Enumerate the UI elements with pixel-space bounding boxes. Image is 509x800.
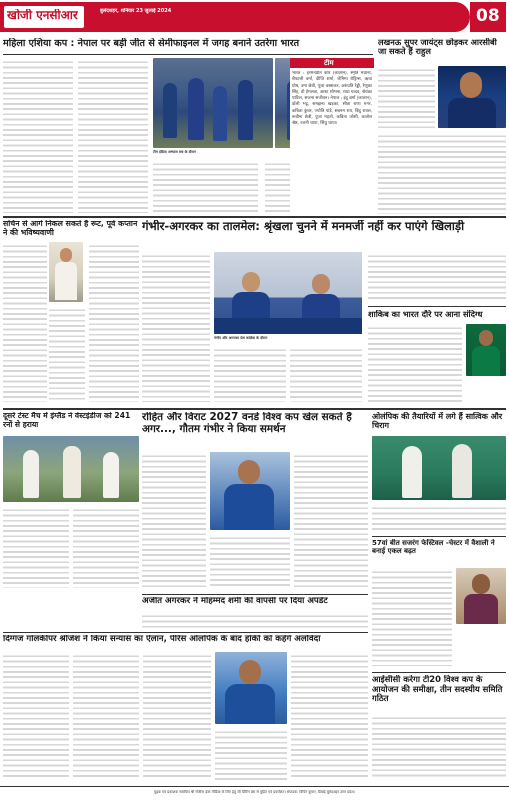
team-box-title-bar: [290, 58, 374, 68]
page-number: 08: [476, 7, 500, 26]
player-body: [472, 346, 500, 376]
sub-rule: [372, 536, 506, 537]
player-figure: [23, 450, 39, 498]
sreejesh-headline: दिग्गज गोलकीपर श्रीजेश ने किया संन्यास का ऐलान, पेरिस ओलंपिक के बाद हॉकी को कहेंगे अलविदा: [3, 635, 321, 644]
shami-headline: अजीत अगरकर ने मोहम्मद शमी की वापसी पर दिया अपडेट: [142, 597, 328, 606]
rohit-photo: [210, 452, 290, 530]
headline-rule: [3, 54, 373, 55]
chess-photo: [456, 568, 506, 624]
press-table: [214, 318, 362, 334]
player-figure: [63, 446, 81, 498]
date-line: बुलंदशहर, शनिवार 23 जुलाई 2024: [100, 8, 172, 14]
olympics-text-column: [372, 504, 506, 532]
icc-headline: आईसीसी करेगा टी20 विश्व कप के आयोजन की समीक्षा, तीन सदस्यीय समिति गठित: [372, 675, 503, 704]
sreejesh-text-column: [3, 652, 69, 780]
olympics-headline: ओलंपिक की तैयारियों में लगे हैं सात्विक और चिराग: [372, 412, 503, 431]
chess-text-column: [372, 568, 452, 666]
article-gambhir: [142, 220, 506, 406]
player-body: [464, 594, 498, 624]
shakib-photo: [466, 324, 506, 376]
gambhir-headline: गंभीर-अगरकर का तालमेल: श्रृंखला चुनने में मनमर्जी नहीं कर पाएंगे खिलाड़ी: [142, 220, 465, 233]
gambhir-press-photo: [214, 252, 362, 334]
sub-rule: [142, 594, 368, 595]
shami-text-column: [142, 612, 368, 630]
player-figure: [402, 446, 422, 498]
shakib-text-column: [368, 324, 462, 402]
icc-text-column: [372, 714, 506, 780]
sub-rule: [372, 672, 506, 673]
article-england: [3, 412, 139, 590]
england-text-column: [3, 506, 69, 588]
article-shakib: [368, 306, 506, 406]
masthead: [0, 0, 509, 34]
rahul-text-column: [378, 132, 506, 214]
player-head: [238, 460, 260, 484]
player-body: [55, 262, 77, 300]
person-head: [242, 272, 260, 292]
player-figure: [213, 86, 227, 141]
rahul-body: [448, 98, 496, 128]
rohit-text-column: [142, 452, 206, 588]
sachin-photo: [49, 242, 83, 302]
player-figure: [163, 83, 177, 138]
chess-headline: 57वां बीत सजरंग फेस्टिवल -चेस्टर में वैशाली ने बनाई एकल बढ़त: [372, 539, 495, 556]
player-head: [479, 330, 493, 346]
player-figure: [238, 80, 253, 140]
sub-rule: [368, 306, 506, 307]
footer-imprint: मुद्रक एवं प्रकाशक स्वामित्व श्री रोजीना ईस्ट मीडिया के लिए हेतु जी प्रिंटिंग प्रेस से मुद्रित एवं प्रकाशित। संपादक: विपिन कुमार, डिबाई बुलंदशहर उत्तर प्रदेश।: [154, 790, 355, 794]
rahul-headline: लखनऊ सुपर जायंट्स छोड़कर आरसीबी जा सकते हैं राहुल: [378, 38, 497, 57]
paper-name: खोजी एनसीआर: [7, 9, 78, 22]
article-olympics: [372, 412, 506, 532]
england-headline: दूसरे टेस्ट मैच में इंग्लैंड ने वेस्टइंडीज को 241 रनों से हराया: [3, 412, 131, 429]
article-sreejesh: [3, 632, 368, 782]
player-figure: [188, 78, 204, 140]
player-body: [224, 484, 274, 530]
asia-cup-text-column: [78, 58, 148, 213]
article-shami: [142, 594, 368, 630]
sub-rule: [3, 632, 368, 633]
sreejesh-text-column: [73, 652, 139, 780]
rohit-text-column: [294, 452, 368, 588]
rohit-text-column: [210, 534, 290, 588]
section-divider: [3, 216, 506, 218]
person-head: [312, 274, 330, 294]
asia-cup-headline: महिला एशिया कप : नेपाल पर बड़ी जीत से सेमीफाइनल में जगह बनाने उतरेगा भारत: [3, 38, 300, 49]
article-sachin: [3, 220, 139, 406]
asia-cup-team-photo: [153, 58, 273, 148]
gambhir-text-column: [214, 346, 286, 402]
article-chess: [372, 536, 506, 668]
england-photo: [3, 436, 139, 502]
page-number-box: [470, 2, 506, 32]
article-rahul: [378, 38, 506, 214]
sachin-headline: सचिन से आगे निकल सकते हैं रूट, पूर्व कप्तान ने की भविष्यवाणी: [3, 220, 138, 237]
team-info-box: [290, 58, 374, 212]
team-box-body: भारत : हरमनप्रीत कौर (कप्तान), स्मृति मंधाना, शैफाली वर्मा, दीप्ति शर्मा, जेमिमा रोड्रिग्स, ऋचा घोष, उमा छेत्री, पूजा वस्त्राकर, अरुंधति रेड्डी, रेणुका सिंह, डी हेमलता, आशा शोभना, राधा यादव, श्रेयंका पाटिल, सजना सजीवन। नेपाल : इंदु बर्मा (कप्तान), डॉली भट्ट, समझना खड़का, सीता राणा मगर, कबिता कुंवर, ज्योति पांडे, सबनम राय, बिंदु रावल, रूबीना छेत्री, पूजा महतो, कबिता जोशी, कजोल श्रेष्ठ, रजनी थापा, सिंधु थापा।: [292, 71, 372, 127]
gambhir-text-column: [142, 252, 210, 402]
england-text-column: [73, 506, 139, 588]
gambhir-caption: गंभीर और अगरकर प्रेस कांफ्रेंस के दौरान: [214, 336, 268, 340]
shakib-headline: शाकिब का भारत दौरे पर आना संदिग्ध: [368, 310, 483, 319]
player-head: [60, 248, 72, 262]
article-rohit: [142, 412, 368, 590]
sreejesh-text-column: [291, 652, 368, 780]
sachin-text-column: [3, 242, 47, 402]
section-divider: [3, 408, 506, 410]
player-head: [239, 660, 261, 684]
sachin-text-column: [89, 242, 139, 402]
asia-cup-caption: टीम इंडिया अभ्यास सत्र के दौरान: [153, 150, 196, 154]
footer: [0, 786, 509, 800]
player-figure: [103, 452, 119, 498]
sreejesh-text-column: [143, 652, 211, 780]
asia-cup-text-column: [3, 58, 73, 213]
rahul-text-column: [378, 66, 435, 128]
rohit-headline: रोहित और विराट 2027 वनडे विश्व कप खेल सकते हैं अगर..., गौतम गंभीर ने किया समर्थन: [142, 412, 352, 435]
gambhir-text-column: [368, 252, 506, 302]
rahul-head: [460, 72, 482, 98]
olympics-photo: [372, 436, 506, 500]
sachin-text-column: [49, 306, 85, 402]
rahul-photo: [438, 66, 506, 128]
team-box-title: टीम: [324, 59, 334, 67]
player-figure: [452, 444, 472, 498]
player-head: [472, 574, 490, 594]
sreejesh-text-column: [215, 728, 287, 780]
asia-cup-text-column: [153, 160, 258, 213]
sreejesh-photo: [215, 652, 287, 724]
player-body: [225, 684, 275, 724]
masthead-logo: [4, 6, 84, 28]
article-icc: [372, 672, 506, 782]
gambhir-text-column: [290, 346, 362, 402]
